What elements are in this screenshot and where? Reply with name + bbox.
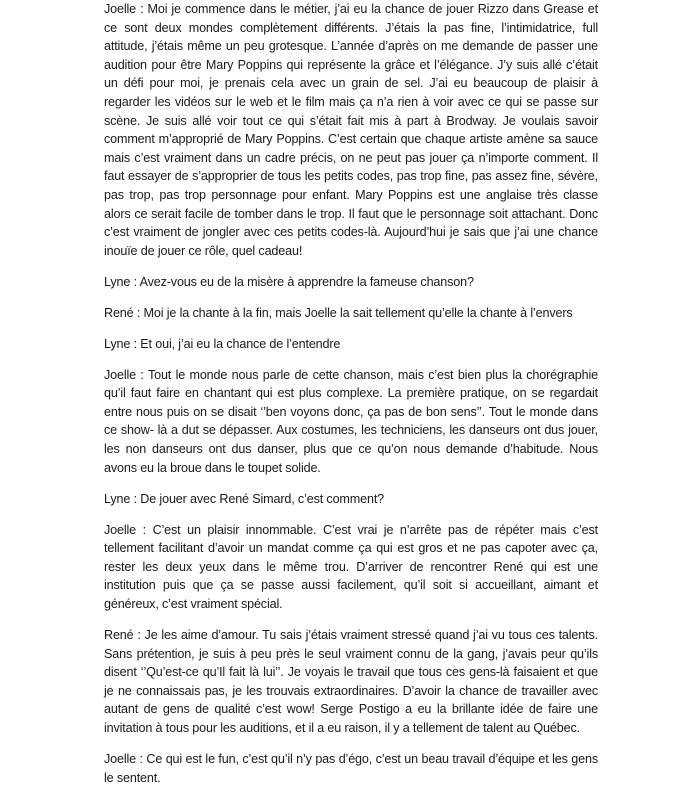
paragraph-joelle-intro: Joelle : Moi je commence dans le métier, j’ai eu la chance de jouer Rizzo dans Grease et ce sont deux mondes complètement différents. J’étais la pas fine, l’intimidatrice, full attitude, j’étais même un peu grotesque. L’année d’après on me demande de passer une audition pour être Mary Poppins qui représente la grâce et l’élégance. J’y suis allé c’était un défi pour moi, je prenais cela avec un grain de sel. J’ai eu beaucoup de plaisir à regarder les vidéos sur le web et le film mais ça n’a rien à voir avec ce qui se passe sur scène. Je suis allé voir tout ce qui s’était fait mis à part à Brodway. Je voulais savoir comment m’approprié de Mary Poppins. C’est certain que chaque artiste amène sa sauce mais c’est vraiment dans un cadre précis, on ne peut pas jouer ça n’importe comment. Il faut essayer de s’approprier de tous les petits codes, pas trop fine, pas assez fine, sévère, pas trop, pas trop personnage pour enfant. Mary Poppins est une anglaise très classe alors ce serait facile de tomber dans le trop. Il faut que le personnage soit attachant. Donc c’est vraiment de jongler avec ces petits codes-là. Aujourd’hui je sais que j’ai une chance inouïe de jouer ce rôle, quel cadeau! bbox=[104, 2, 598, 258]
paragraph-lyne-comment: Lyne : Et oui, j’ai eu la chance de l’entendre bbox=[104, 336, 341, 351]
paragraph-rene-talents: René : Je les aime d’amour. Tu sais j’étais vraiment stressé quand j’ai vu tous ces talents. Sans prétention, je suis à peu près le seul vraiment connu de la gang, j’avais peur qu’ils disent ‘’Qu’est-ce qu’Il fait là lui’’. Je voyais le travail que tous ces gens-là faisaient et que je ne connaissais pas, je les trouvais extraordinaires. D’avoir la chance de travailler avec autant de gens de qualité c’est wow! Serge Postigo a eu la brillante idée de faire une invitation à tous pour les auditions, et il a eu raison, il y a tellement de talent au Québec. bbox=[104, 627, 598, 735]
paragraph-joelle-choreography: Joelle : Tout le monde nous parle de cette chanson, mais c’est bien plus la chorégraphie qu’il faut faire en chantant qui est plus complexe. La première pratique, on se regardait entre nous puis on se disait ‘’ben voyons donc, ça pas de bon sens’’. Tout le monde dans ce show- là a dut se dépasser. Aux costumes, les techniciens, les danseurs ont dus jouer, les non danseurs ont dus danser, plus que ce qu’on nous demande d’habitude. Nous avons eu la broue dans le toupet solide. bbox=[104, 367, 598, 475]
paragraph-joelle-rene: Joelle : C’est un plaisir innommable. C’est vrai je n’arrête pas de répéter mais c’est tellement facilitant d’avoir un mandat comme ça qui est gros et ne pas capoter avec ça, rester les deux yeux dans le même trou. D’arriver de rencontrer René qui est une institution puis que ça se passe aussi facilement, qu’il soit si accueillant, aimant et généreux, c’est vraiment spécial. bbox=[104, 522, 598, 611]
paragraph-lyne-question-song: Lyne : Avez-vous eu de la misère à apprendre la fameuse chanson? bbox=[104, 274, 474, 289]
document-page bbox=[104, 0, 598, 799]
paragraph-joelle-closing: Joelle : Ce qui est le fun, c’est qu’il n’y pas d’égo, c’est un beau travail d’équipe et les gens le sentent. bbox=[104, 751, 598, 785]
paragraph-lyne-question-rene: Lyne : De jouer avec René Simard, c’est comment? bbox=[104, 491, 385, 506]
paragraph-rene-answer-song: René : Moi je la chante à la fin, mais Joelle la sait tellement qu’elle la chante à l’envers bbox=[104, 305, 573, 320]
